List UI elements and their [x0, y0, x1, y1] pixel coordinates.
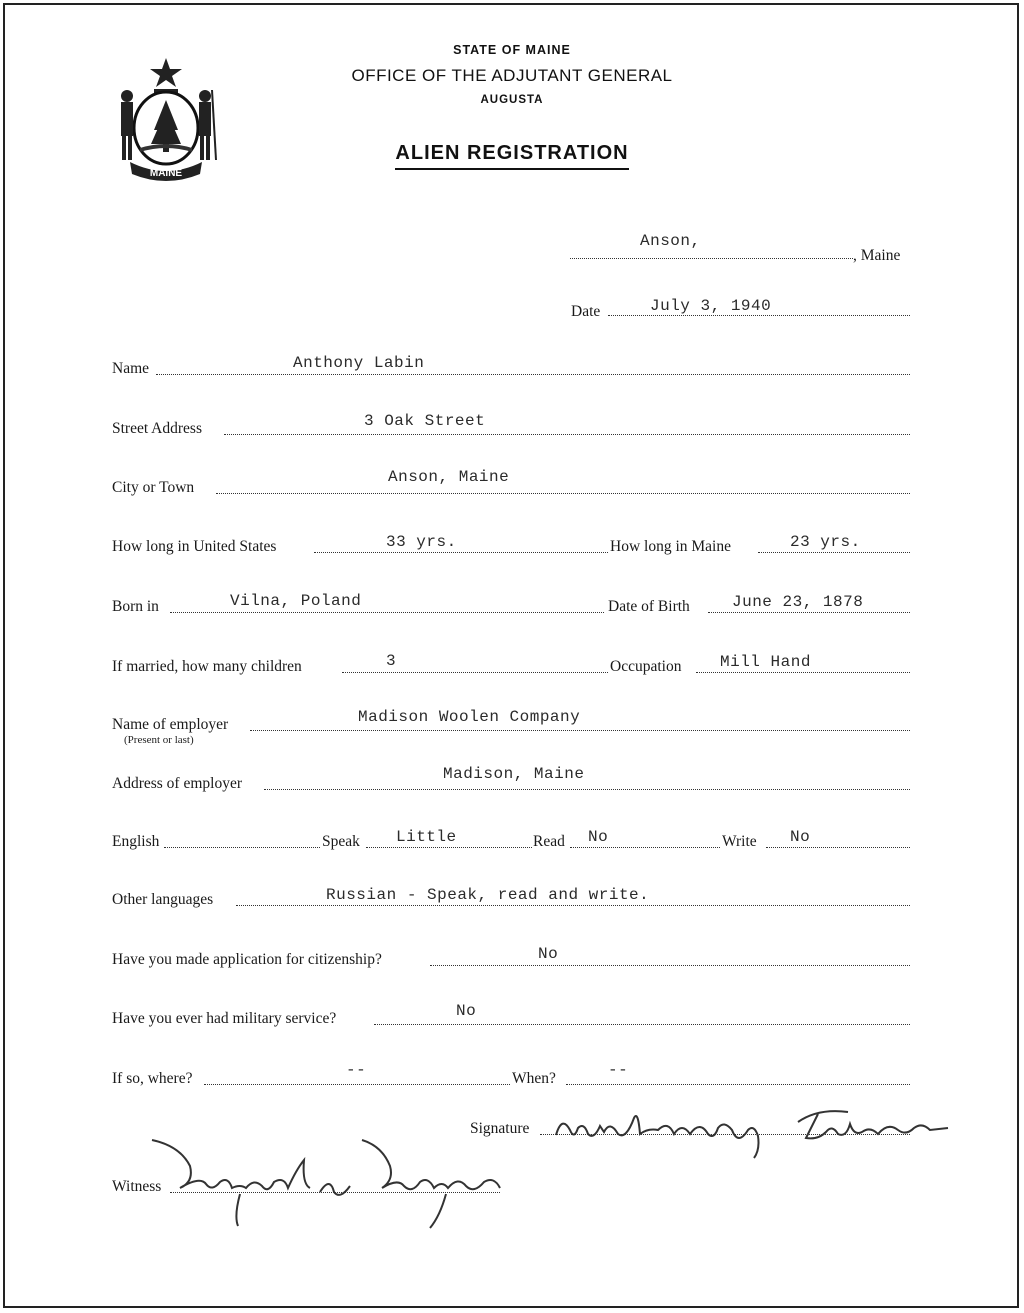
signature-handwriting — [548, 1100, 978, 1160]
other-languages-label: Other languages — [112, 891, 214, 908]
where-value: -- — [346, 1061, 367, 1079]
citizenship-label: Have you made application for citizenship? — [112, 951, 382, 968]
header-city: AUGUSTA — [480, 94, 544, 106]
signature-label: Signature — [470, 1120, 530, 1137]
citizenship-line — [430, 965, 910, 966]
write-label: Write — [722, 833, 757, 850]
maine-years-value: 23 yrs. — [790, 533, 861, 551]
street-value: 3 Oak Street — [364, 412, 486, 430]
birth-date-line — [708, 612, 910, 613]
born-in-value: Vilna, Poland — [230, 592, 362, 610]
employer-address-label: Address of employer — [112, 775, 242, 792]
read-line — [570, 847, 720, 848]
us-years-value: 33 yrs. — [386, 533, 457, 551]
name-line — [156, 374, 910, 375]
military-value: No — [456, 1002, 477, 1020]
name-value: Anthony Labin — [293, 354, 425, 372]
write-line — [766, 847, 910, 848]
form-title — [0, 142, 1024, 165]
city-label: City or Town — [112, 479, 195, 496]
form-title-text: ALIEN REGISTRATION — [395, 142, 628, 170]
employer-sublabel: (Present or last) — [124, 734, 194, 746]
when-label: When? — [512, 1070, 556, 1087]
speak-line — [366, 847, 532, 848]
date-value: July 3, 1940 — [650, 297, 772, 315]
birth-date-value: June 23, 1878 — [732, 593, 864, 611]
maine-years-line — [758, 552, 910, 553]
occupation-line — [696, 672, 910, 673]
date-line — [608, 315, 910, 316]
children-label: If married, how many children — [112, 658, 302, 675]
witness-handwriting — [150, 1136, 510, 1232]
military-line — [374, 1024, 910, 1025]
occupation-label: Occupation — [610, 658, 682, 675]
street-line — [224, 434, 910, 435]
when-line — [566, 1084, 910, 1085]
speak-label: Speak — [322, 833, 360, 850]
born-in-line — [170, 612, 604, 613]
us-years-label: How long in United States — [112, 538, 277, 555]
street-label: Street Address — [112, 420, 202, 437]
name-label: Name — [112, 360, 150, 377]
citizenship-value: No — [538, 945, 559, 963]
town-line — [570, 258, 853, 259]
employer-label: Name of employer — [112, 716, 229, 733]
where-label: If so, where? — [112, 1070, 193, 1087]
employer-line — [250, 730, 910, 731]
town-value: Anson, — [640, 232, 701, 250]
maine-years-label: How long in Maine — [610, 538, 731, 555]
military-label: Have you ever had military service? — [112, 1010, 337, 1027]
english-label: English — [112, 833, 160, 850]
employer-address-line — [264, 789, 910, 790]
children-value: 3 — [386, 652, 397, 670]
header-state: STATE OF MAINE — [453, 43, 571, 57]
read-label: Read — [533, 833, 565, 850]
read-value: No — [588, 828, 609, 846]
children-line — [342, 672, 608, 673]
date-label: Date — [571, 303, 601, 320]
town-suffix-label: , Maine — [853, 247, 901, 264]
occupation-value: Mill Hand — [720, 653, 811, 671]
english-line — [164, 847, 320, 848]
city-line — [216, 493, 910, 494]
when-value: -- — [608, 1061, 629, 1079]
seal-banner-text: MAINE — [149, 168, 183, 179]
other-languages-value: Russian - Speak, read and write. — [326, 886, 650, 904]
where-line — [204, 1084, 510, 1085]
other-languages-line — [236, 905, 910, 906]
witness-label: Witness — [112, 1178, 162, 1195]
speak-value: Little — [396, 828, 457, 846]
write-value: No — [790, 828, 811, 846]
employer-address-value: Madison, Maine — [443, 765, 585, 783]
born-in-label: Born in — [112, 598, 159, 615]
header-office: OFFICE OF THE ADJUTANT GENERAL — [351, 66, 673, 85]
birth-date-label: Date of Birth — [608, 598, 690, 615]
us-years-line — [314, 552, 608, 553]
city-value: Anson, Maine — [388, 468, 510, 486]
employer-value: Madison Woolen Company — [358, 708, 581, 726]
